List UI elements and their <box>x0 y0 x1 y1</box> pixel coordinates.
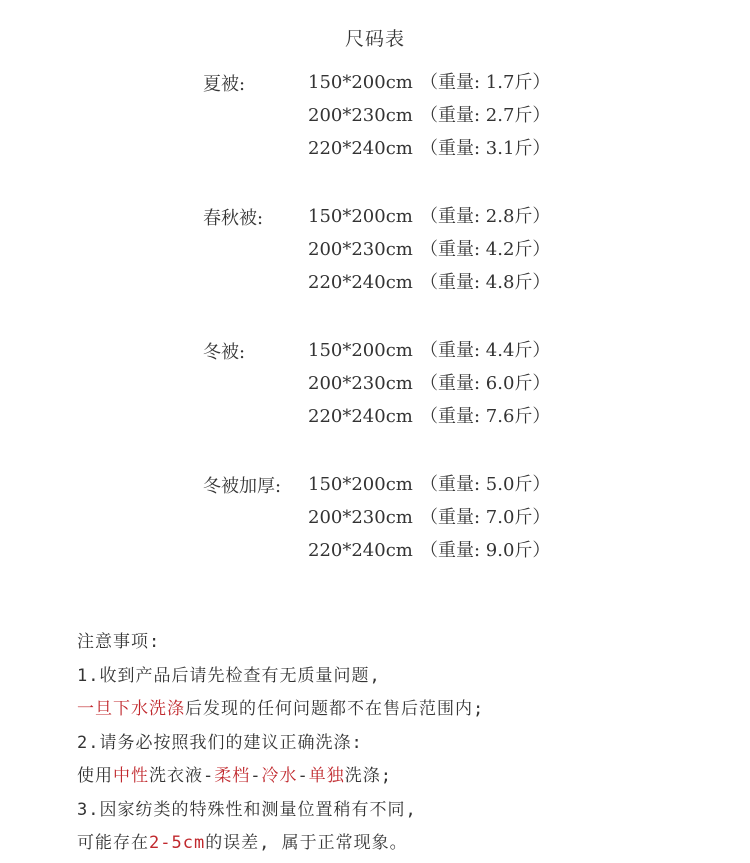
note-text: 的误差, 属于正常现象。 <box>205 833 408 853</box>
weight-value: （重量: 9.0斤） <box>420 540 551 561</box>
size-row <box>308 334 550 367</box>
note-text: 后发现的任何问题都不在售后范围内; <box>185 699 485 719</box>
size-row <box>308 266 550 299</box>
weight-value: （重量: 4.4斤） <box>420 340 551 361</box>
size-value: 200*230cm <box>308 373 413 394</box>
note-text: - <box>250 766 262 786</box>
size-group-summer <box>0 66 750 166</box>
notes-heading: 注意事项: <box>77 632 161 652</box>
size-value: 200*230cm <box>308 105 413 126</box>
highlight-text: 柔档 <box>214 766 251 786</box>
group-label: 冬被加厚: <box>203 476 282 497</box>
highlight-text: 2-5cm <box>149 833 206 853</box>
size-row <box>308 534 550 567</box>
highlight-text: 中性 <box>113 766 149 786</box>
highlight-text: 单独 <box>308 766 345 786</box>
highlight-text: 一旦下水洗涤 <box>77 699 185 719</box>
weight-value: （重量: 7.6斤） <box>420 406 551 427</box>
note-line-1: 1.收到产品后请先检查有无质量问题, <box>77 665 381 686</box>
group-label: 春秋被: <box>203 208 264 229</box>
weight-value: （重量: 5.0斤） <box>420 474 551 495</box>
size-value: 220*240cm <box>308 138 413 159</box>
group-label: 冬被: <box>203 342 246 363</box>
size-row <box>308 501 550 534</box>
size-value: 150*200cm <box>308 72 413 93</box>
weight-value: （重量: 3.1斤） <box>420 138 551 159</box>
weight-value: （重量: 2.7斤） <box>420 105 551 126</box>
size-group-winter-thick <box>0 468 750 568</box>
size-value: 150*200cm <box>308 206 413 227</box>
weight-value: （重量: 4.2斤） <box>420 239 551 260</box>
size-row <box>308 400 550 433</box>
note-text: 洗涤; <box>344 766 392 786</box>
note-line-5: 3.因家纺类的特殊性和测量位置稍有不同, <box>77 799 417 820</box>
size-group-spring-autumn <box>0 200 750 300</box>
weight-value: （重量: 7.0斤） <box>420 507 551 528</box>
size-row <box>308 132 550 165</box>
note-text: 使用 <box>77 766 113 786</box>
size-row <box>308 367 550 400</box>
note-text: 洗衣液- <box>149 766 215 786</box>
size-value: 150*200cm <box>308 340 413 361</box>
highlight-text: 冷水 <box>261 766 298 786</box>
size-value: 220*240cm <box>308 272 413 293</box>
size-row <box>308 66 550 99</box>
weight-value: （重量: 4.8斤） <box>420 272 551 293</box>
size-row <box>308 468 550 501</box>
size-value: 150*200cm <box>308 474 413 495</box>
note-text: - <box>297 766 309 786</box>
note-line-2 <box>77 693 737 727</box>
size-value: 200*230cm <box>308 507 413 528</box>
size-chart-title: 尺码表 <box>344 28 405 50</box>
size-value: 200*230cm <box>308 239 413 260</box>
group-label: 夏被: <box>203 74 246 95</box>
weight-value: （重量: 1.7斤） <box>420 72 551 93</box>
note-line-6 <box>77 827 737 861</box>
size-chart <box>0 66 750 602</box>
care-notes <box>77 626 737 861</box>
size-row <box>308 233 550 266</box>
note-line-3: 2.请务必按照我们的建议正确洗涤: <box>77 732 363 753</box>
weight-value: （重量: 6.0斤） <box>420 373 551 394</box>
size-value: 220*240cm <box>308 406 413 427</box>
weight-value: （重量: 2.8斤） <box>420 206 551 227</box>
size-row <box>308 200 550 233</box>
size-row <box>308 99 550 132</box>
size-value: 220*240cm <box>308 540 413 561</box>
note-text: 可能存在 <box>77 833 149 853</box>
size-group-winter <box>0 334 750 434</box>
note-line-4 <box>77 760 737 794</box>
